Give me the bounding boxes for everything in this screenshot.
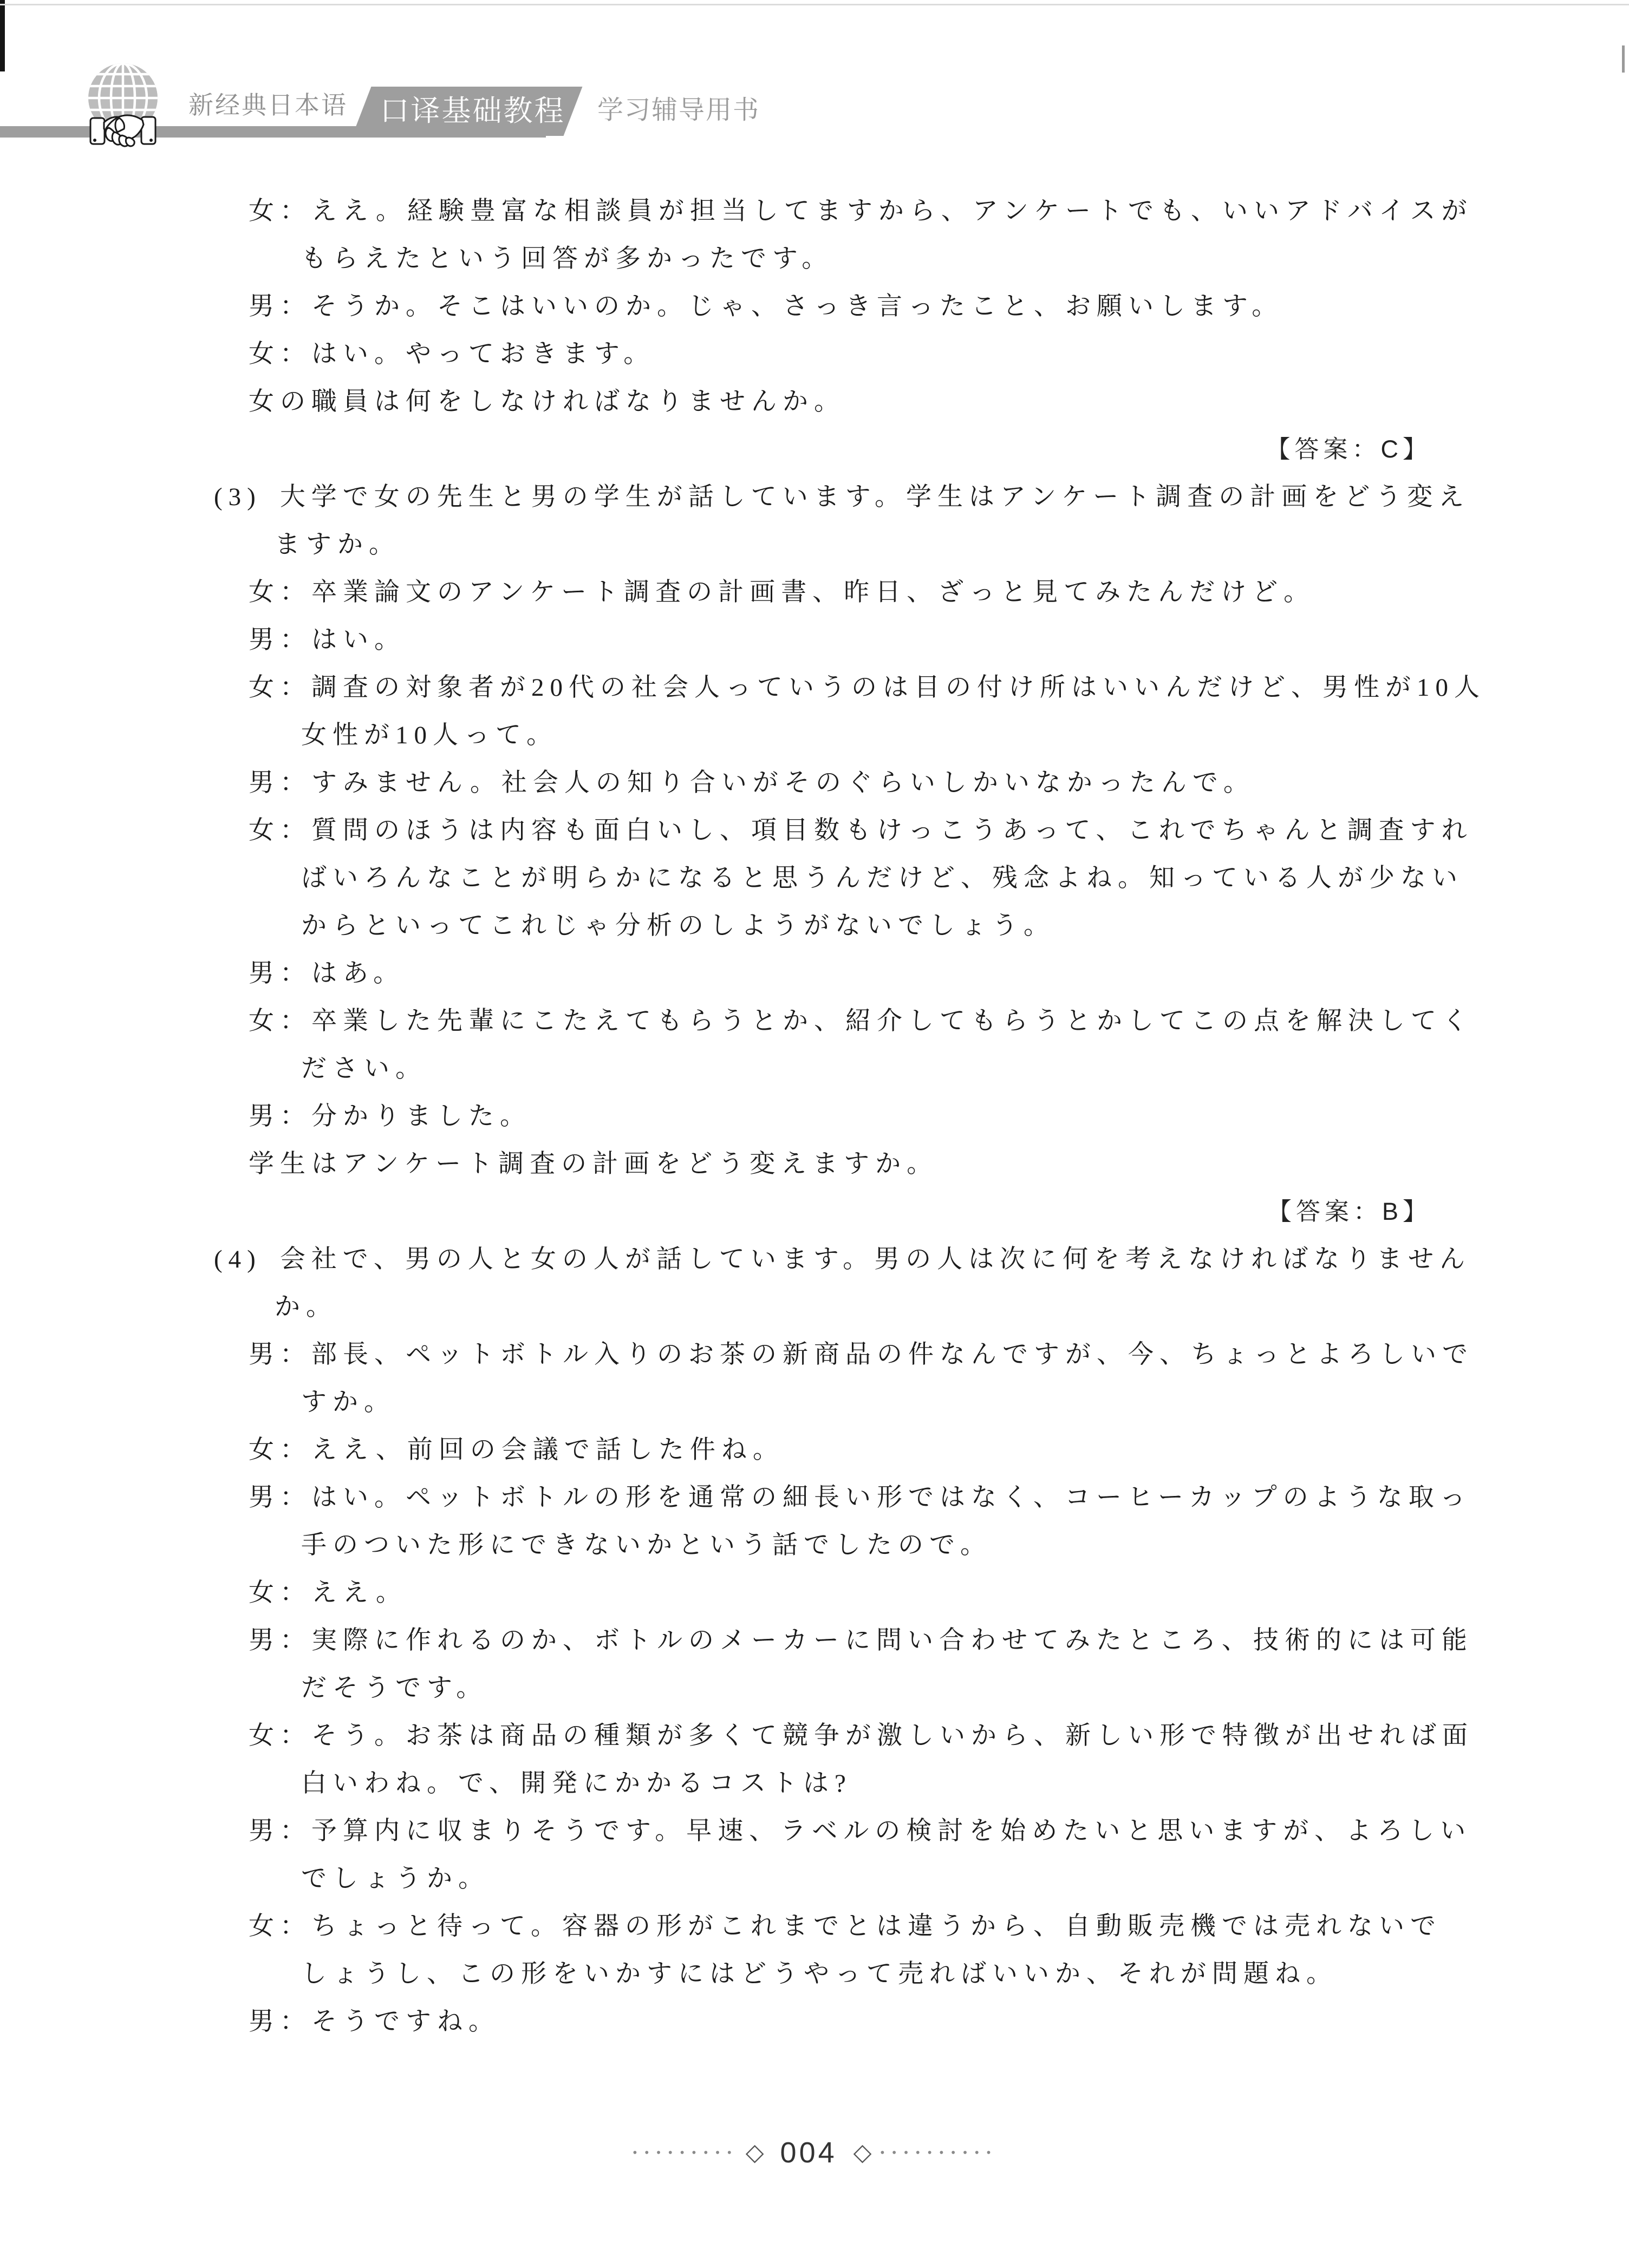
line-text: ええ。 (311, 1579, 407, 1607)
line-text: 学生はアンケート調査の計画をどう変えますか。 (249, 1150, 939, 1178)
speaker-label: 女： (249, 1722, 311, 1750)
transcript-line (214, 1521, 1443, 1569)
speaker-label: 男： (249, 1483, 311, 1512)
line-text: だそうです。 (301, 1674, 488, 1702)
transcript-line (214, 902, 1443, 950)
transcript-line (214, 1283, 1443, 1331)
line-text: 調査の対象者が20代の社会人っていうのは目の付け所はいいんだけど、男性が10人 (311, 674, 1485, 702)
speaker-label: 女： (249, 340, 311, 368)
speaker-label: 男： (249, 2008, 311, 2036)
speaker-label: 男： (249, 292, 311, 321)
transcript-line (214, 378, 1443, 426)
transcript-line (214, 1712, 1474, 1760)
speaker-label: 男： (249, 626, 311, 654)
line-text: でしょうか。 (301, 1865, 490, 1893)
transcript-line (214, 330, 1443, 378)
transcript-line (214, 568, 1443, 616)
line-text: 実際に作れるのか、ボトルのメーカーに問い合わせてみたところ、技術的には可能 (311, 1626, 1474, 1655)
transcript-line (214, 1664, 1443, 1712)
line-text: 卒業した先輩にこたえてもらうとか、紹介してもらうとかしてこの点を解決してく (311, 1007, 1474, 1035)
transcript-line (214, 807, 1473, 854)
line-text: 【答案：B】 (1267, 1198, 1431, 1225)
transcript-line (214, 997, 1474, 1045)
line-text: 分かりました。 (311, 1102, 531, 1130)
line-text: ますか。 (275, 531, 400, 559)
line-text: すみません。社会人の知り合いがそのぐらいしかいなかったんで。 (311, 769, 1255, 797)
speaker-label: 女： (249, 1007, 311, 1035)
line-text: もらえたという回答が多かったです。 (301, 245, 833, 273)
speaker-label: 男： (249, 1341, 311, 1369)
line-text: 手のついた形にできないかという話でしたので。 (301, 1531, 992, 1559)
line-text: 白いわね。で、開発にかかるコストは? (301, 1769, 852, 1798)
transcript-line (214, 950, 1443, 997)
line-text: 会社で、男の人と女の人が話しています。男の人は次に何を考えなければなりません (279, 1245, 1471, 1273)
transcript-line (214, 1617, 1474, 1664)
transcript-line (214, 854, 1463, 902)
transcript-line (214, 1140, 1443, 1188)
line-text: そう。お茶は商品の種類が多くて競争が激しいから、新しい形で特徴が出せれば面 (311, 1722, 1474, 1750)
transcript-line (214, 1093, 1443, 1140)
transcript-line (214, 1950, 1443, 1998)
line-text: か。 (275, 1293, 337, 1321)
transcript-line (214, 616, 1443, 664)
speaker-label: 男： (249, 1817, 311, 1845)
page-footer (0, 2131, 1629, 2174)
speaker-label: 女： (249, 816, 311, 845)
line-text: 質問のほうは内容も面白いし、項目数もけっこうあって、これでちゃんと調査すれ (311, 816, 1473, 845)
transcript-line (214, 1426, 1443, 1474)
scan-artifact-right-edge (1622, 45, 1625, 73)
line-text: ださい。 (301, 1055, 427, 1083)
line-text: 予算内に収まりそうです。早速、ラベルの検討を始めたいと思いますが、よろしい (311, 1817, 1472, 1845)
transcript-line (214, 1045, 1443, 1093)
scan-artifact-top-line (0, 4, 1629, 5)
transcript-line (214, 521, 1443, 568)
speaker-label: 女： (249, 1436, 311, 1464)
speaker-label: 男： (249, 959, 311, 988)
answer-line (214, 1188, 1443, 1236)
transcript-line (214, 473, 1470, 521)
transcript-line (214, 1331, 1474, 1378)
transcript-line (214, 1474, 1471, 1521)
scan-artifact-left-edge (0, 0, 5, 71)
line-text: はい。やっておきます。 (311, 340, 655, 368)
line-text: ええ、前回の会議で話した件ね。 (311, 1436, 784, 1464)
line-text: ばいろんなことが明らかになると思うんだけど、残念よね。知っている人が少ない (301, 864, 1463, 892)
line-text: はい。 (311, 626, 406, 654)
line-text: からといってこれじゃ分析のしようがないでしょう。 (301, 912, 1055, 940)
speaker-label: 女： (249, 674, 311, 702)
speaker-label: 男： (249, 769, 311, 797)
item-number: (4) (214, 1245, 262, 1273)
transcript-line (214, 283, 1443, 330)
transcript-line (214, 235, 1443, 283)
transcript-line (214, 711, 1443, 759)
course-title: 口译基础教程 (380, 95, 565, 127)
transcript-line (214, 1855, 1443, 1903)
speaker-label: 男： (249, 1102, 311, 1130)
speaker-label: 男： (249, 1626, 311, 1655)
line-text: そうか。そこはいいのか。じゃ、さっき言ったこと、お願いします。 (311, 292, 1283, 321)
speaker-label: 女： (249, 1579, 311, 1607)
speaker-label: 女： (249, 1912, 311, 1940)
footer-diamond-right-icon: ◇ (853, 2139, 872, 2166)
transcript-line (214, 1903, 1443, 1950)
transcript-line (214, 664, 1485, 711)
line-text: 女性が10人って。 (301, 721, 558, 749)
line-text: ええ。経験豊富な相談員が担当してますから、アンケートでも、いいアドバイスが (311, 197, 1473, 225)
line-text: はあ。 (311, 959, 405, 988)
line-text: 部長、ペットボトル入りのお茶の新商品の件なんですが、今、ちょっとよろしいで (311, 1341, 1474, 1369)
line-text: すか。 (301, 1388, 395, 1416)
line-text: 大学で女の先生と男の学生が話しています。学生はアンケート調査の計画をどう変え (279, 483, 1470, 511)
line-text: 卒業論文のアンケート調査の計画書、昨日、ざっと見てみたんだけど。 (311, 578, 1315, 606)
line-text: そうですね。 (311, 2008, 500, 2036)
transcript-line (214, 1760, 1443, 1807)
globe-handshake-icon (85, 60, 161, 154)
transcript (214, 187, 1485, 2045)
footer-diamond-left-icon: ◇ (745, 2139, 764, 2166)
line-text: ちょっと待って。容器の形がこれまでとは違うから、自動販売機では売れないで (311, 1912, 1442, 1940)
speaker-label: 女： (249, 578, 311, 606)
transcript-line (214, 1236, 1471, 1283)
series-title: 新经典日本语 (188, 91, 348, 119)
answer-line (214, 426, 1443, 473)
edition-label: 学习辅导用书 (597, 96, 760, 125)
transcript-line (214, 759, 1443, 807)
transcript-line (214, 1569, 1443, 1617)
line-text: しょうし、この形をいかすにはどうやって売ればいいか、それが問題ね。 (301, 1960, 1338, 1988)
transcript-line (214, 1378, 1443, 1426)
line-text: はい。ペットボトルの形を通常の細長い形ではなく、コーヒーカップのような取っ (311, 1483, 1471, 1512)
line-text: 女の職員は何をしなければなりませんか。 (249, 388, 845, 416)
footer-dots-right: •••••••••• (879, 2146, 998, 2159)
transcript-line (214, 187, 1473, 235)
speaker-label: 女： (249, 197, 311, 225)
item-number: (3) (214, 483, 262, 511)
page-number: 004 (780, 2136, 837, 2169)
footer-dots-left: ••••••••• (631, 2146, 738, 2159)
transcript-line (214, 1998, 1443, 2045)
line-text: 【答案：C】 (1266, 435, 1431, 463)
transcript-line (214, 1807, 1472, 1855)
